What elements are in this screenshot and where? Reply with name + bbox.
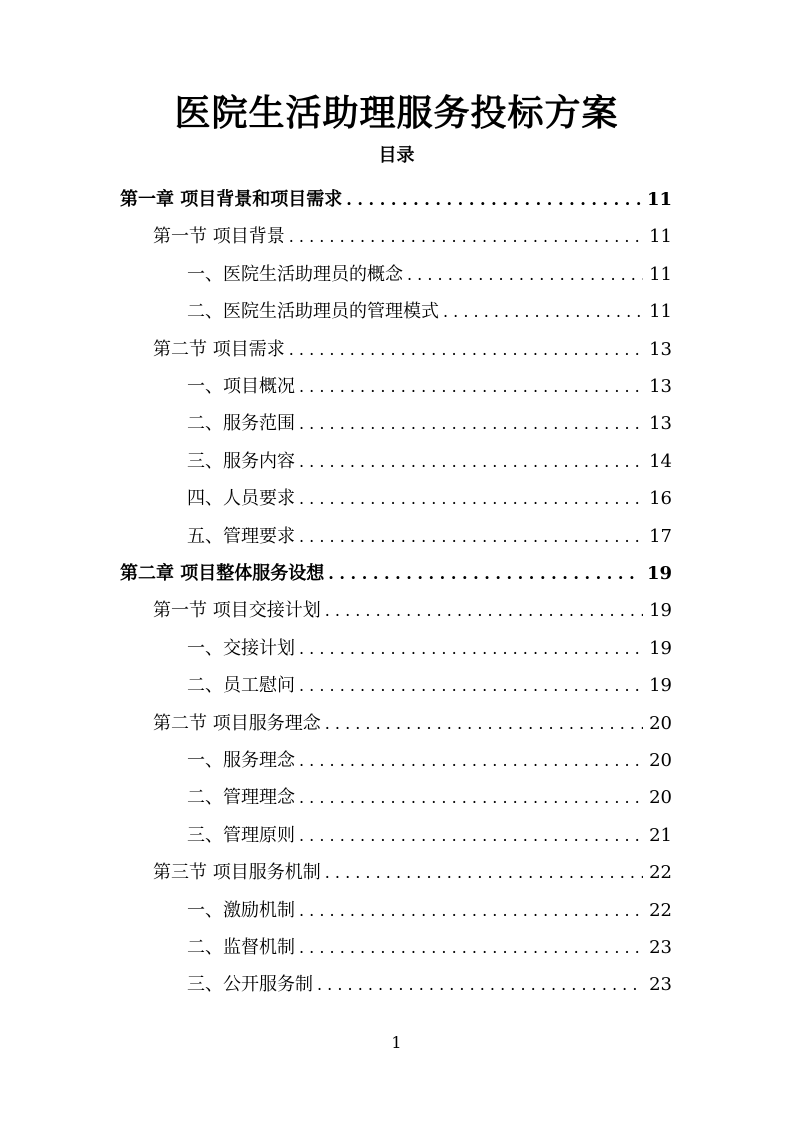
toc-entry-page: 13 — [649, 413, 672, 435]
toc-dot-leader — [346, 182, 641, 218]
toc-dot-leader — [289, 219, 643, 255]
toc-dot-leader — [325, 593, 643, 629]
toc-entry-title: 一、服务理念 — [187, 750, 295, 771]
toc-entry-title: 一、交接计划 — [187, 637, 295, 659]
toc-entry-page: 23 — [649, 937, 672, 958]
toc-entry-title: 第三节 项目服务机制 — [153, 862, 321, 884]
toc-entry-title: 一、项目概况 — [187, 376, 295, 397]
toc-entry-page: 13 — [649, 338, 672, 360]
toc-entry-page: 19 — [649, 637, 672, 659]
toc-dot-leader — [299, 743, 643, 779]
toc-entry-page: 22 — [649, 862, 672, 884]
toc-dot-leader — [299, 444, 643, 480]
toc-dot-leader — [328, 556, 641, 592]
toc-entry-title: 第二章 项目整体服务设想 — [120, 563, 325, 584]
toc-dot-leader — [443, 294, 643, 330]
toc-dot-leader — [299, 519, 643, 555]
toc-subsection-entry[interactable] — [187, 257, 672, 293]
toc-entry-title: 二、员工慰问 — [187, 675, 295, 697]
toc-subsection-entry[interactable] — [187, 406, 672, 442]
toc-entry-page: 21 — [649, 824, 672, 846]
toc-entry-title: 二、监督机制 — [187, 937, 295, 958]
toc-entry-page: 11 — [649, 301, 672, 323]
toc-subsection-entry[interactable] — [187, 893, 672, 929]
toc-entry-page: 23 — [649, 974, 672, 996]
toc-entry-title: 四、人员要求 — [187, 488, 295, 510]
toc-entry-page: 20 — [649, 750, 672, 771]
toc-dot-leader — [299, 481, 643, 517]
toc-section-entry[interactable] — [153, 593, 672, 629]
toc-subsection-entry[interactable] — [187, 444, 672, 480]
toc-entry-title: 第一节 项目交接计划 — [153, 600, 321, 622]
toc-entry-title: 一、激励机制 — [187, 899, 295, 921]
toc-subsection-entry[interactable] — [187, 780, 672, 816]
document-title: 医院生活助理服务投标方案 — [174, 92, 619, 134]
toc-chapter-entry[interactable] — [120, 556, 672, 592]
toc-entry-title: 三、管理原则 — [187, 824, 295, 846]
toc-dot-leader — [325, 706, 643, 742]
toc-subsection-entry[interactable] — [187, 519, 672, 555]
toc-dot-leader — [317, 967, 643, 1003]
toc-entry-page: 14 — [649, 450, 672, 472]
toc-subsection-entry[interactable] — [187, 967, 672, 1003]
toc-entry-page: 13 — [649, 376, 672, 397]
toc-subsection-entry[interactable] — [187, 631, 672, 667]
toc-dot-leader — [299, 631, 643, 667]
toc-chapter-entry[interactable] — [120, 182, 672, 218]
toc-entry-page: 22 — [649, 899, 672, 921]
toc-subsection-entry[interactable] — [187, 481, 672, 517]
toc-entry-page: 19 — [649, 675, 672, 697]
toc-entry-title: 第一章 项目背景和项目需求 — [120, 189, 343, 210]
toc-entry-page: 11 — [649, 226, 672, 248]
toc-entry-page: 19 — [646, 563, 672, 584]
toc-heading: 目录 — [378, 145, 415, 166]
toc-entry-title: 第二节 项目需求 — [153, 338, 285, 360]
toc-dot-leader — [299, 780, 643, 816]
toc-entry-title: 一、医院生活助理员的概念 — [187, 263, 403, 285]
toc-dot-leader — [299, 668, 643, 704]
toc-subsection-entry[interactable] — [187, 818, 672, 854]
toc-entry-page: 16 — [649, 488, 672, 510]
toc-entry-title: 三、公开服务制 — [187, 974, 313, 996]
toc-subsection-entry[interactable] — [187, 743, 672, 779]
toc-dot-leader — [299, 369, 643, 405]
toc-entry-page: 17 — [649, 525, 672, 547]
toc-entry-title: 三、服务内容 — [187, 450, 295, 472]
toc-subsection-entry[interactable] — [187, 369, 672, 405]
toc-dot-leader — [299, 406, 643, 442]
toc-dot-leader — [299, 893, 643, 929]
toc-subsection-entry[interactable] — [187, 668, 672, 704]
toc-entry-page: 11 — [646, 189, 672, 210]
toc-dot-leader — [299, 818, 643, 854]
toc-dot-leader — [325, 855, 643, 891]
toc-dot-leader — [299, 930, 643, 966]
toc-entry-title: 二、医院生活助理员的管理模式 — [187, 301, 439, 323]
toc-dot-leader — [289, 332, 643, 368]
toc-entry-title: 第一节 项目背景 — [153, 226, 285, 248]
toc-entry-page: 19 — [649, 600, 672, 622]
toc-section-entry[interactable] — [153, 219, 672, 255]
toc-section-entry[interactable] — [153, 332, 672, 368]
page-number: 1 — [391, 1033, 402, 1052]
toc-entry-page: 11 — [649, 263, 672, 285]
toc-entry-title: 二、管理理念 — [187, 787, 295, 809]
toc-entry-page: 20 — [649, 787, 672, 809]
toc-subsection-entry[interactable] — [187, 294, 672, 330]
toc-subsection-entry[interactable] — [187, 930, 672, 966]
toc-dot-leader — [407, 257, 643, 293]
toc-entry-title: 第二节 项目服务理念 — [153, 712, 321, 734]
toc-section-entry[interactable] — [153, 855, 672, 891]
toc-entry-title: 二、服务范围 — [187, 413, 295, 435]
toc-entry-page: 20 — [649, 712, 672, 734]
toc-entry-title: 五、管理要求 — [187, 525, 295, 547]
toc-section-entry[interactable] — [153, 706, 672, 742]
